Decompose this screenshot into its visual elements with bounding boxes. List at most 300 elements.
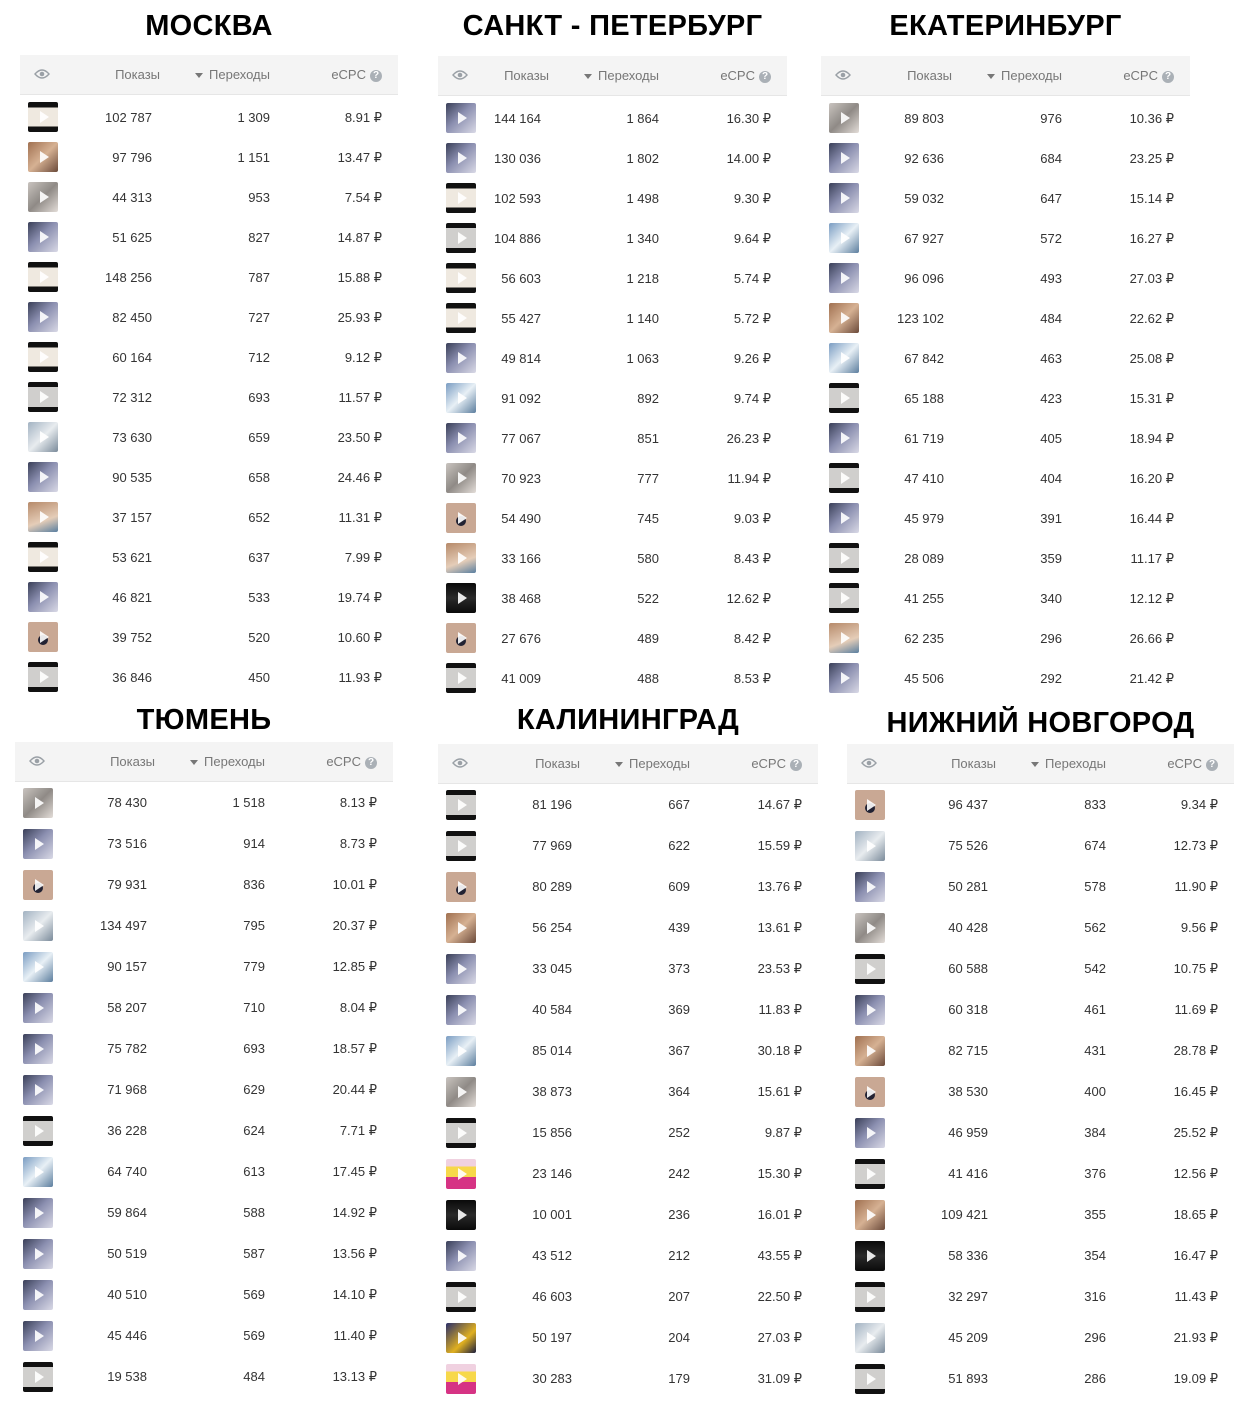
table-header [438,56,787,96]
table-row[interactable] [847,1317,1234,1358]
table-row[interactable] [847,1112,1234,1153]
cell-shows: 89 803 [904,111,944,126]
video-thumbnail-play-icon[interactable] [23,870,53,900]
table-row[interactable] [15,1069,393,1110]
cell-shows: 144 164 [494,111,541,126]
column-header-ecpc[interactable] [751,744,802,784]
table-row[interactable] [438,1194,818,1235]
video-thumbnail-play-icon[interactable] [28,622,58,652]
cell-clicks: 712 [248,350,270,365]
table-row[interactable] [438,616,787,656]
video-thumbnail-play-icon[interactable] [829,423,859,453]
video-thumbnail-play-icon[interactable] [28,262,58,292]
table-row[interactable] [847,825,1234,866]
table-row[interactable] [821,296,1190,336]
column-header-shows[interactable]: Показы [110,754,155,769]
table-row[interactable] [15,864,393,905]
cell-ecpc: 17.45 ₽ [332,1164,377,1179]
table-row[interactable] [20,215,398,255]
sort-desc-icon[interactable] [190,760,198,765]
table-row[interactable] [15,1315,393,1356]
video-thumbnail-play-icon[interactable] [28,662,58,692]
video-thumbnail-play-icon[interactable] [829,183,859,213]
column-header-shows[interactable]: Показы [115,67,160,82]
video-thumbnail-play-icon[interactable] [829,223,859,253]
cell-shows: 55 427 [501,311,541,326]
video-thumbnail-play-icon[interactable] [446,463,476,493]
cell-shows: 148 256 [105,270,152,285]
column-header-ecpc-label: eCPC [720,68,755,83]
table-row[interactable] [438,1112,818,1153]
table-row[interactable] [438,376,787,416]
cell-shows: 130 036 [494,151,541,166]
video-thumbnail-play-icon[interactable] [446,1036,476,1066]
cell-ecpc: 11.31 ₽ [338,510,382,525]
video-thumbnail-play-icon[interactable] [855,1200,885,1230]
table-row[interactable] [847,1030,1234,1071]
cell-clicks: 542 [1084,961,1106,976]
sort-desc-icon[interactable] [584,74,592,79]
stats-table [20,55,398,695]
question-icon[interactable]: ? [365,757,377,769]
table-row[interactable] [847,866,1234,907]
video-thumbnail-play-icon[interactable] [28,382,58,412]
table-row[interactable] [821,536,1190,576]
video-thumbnail-play-icon[interactable] [28,502,58,532]
video-thumbnail-play-icon[interactable] [446,623,476,653]
cell-clicks: 286 [1084,1371,1106,1386]
cell-clicks: 976 [1040,111,1062,126]
video-thumbnail-play-icon[interactable] [446,1077,476,1107]
video-thumbnail-play-icon[interactable] [28,342,58,372]
cell-clicks: 252 [668,1125,690,1140]
question-icon[interactable]: ? [790,759,802,771]
cell-clicks: 204 [668,1330,690,1345]
cell-ecpc: 25.52 ₽ [1173,1125,1218,1140]
table-row[interactable] [438,416,787,456]
cell-ecpc: 14.92 ₽ [332,1205,377,1220]
video-thumbnail-play-icon[interactable] [829,303,859,333]
cell-shows: 40 510 [107,1287,147,1302]
cell-shows: 64 740 [107,1164,147,1179]
table-row[interactable] [15,946,393,987]
table-row[interactable] [438,256,787,296]
cell-shows: 32 297 [948,1289,988,1304]
city-title: ЕКАТЕРИНБУРГ [889,10,1122,42]
video-thumbnail-play-icon[interactable] [23,1198,53,1228]
cell-ecpc: 26.23 ₽ [726,431,771,446]
column-header-shows[interactable]: Показы [504,68,549,83]
cell-shows: 41 416 [948,1166,988,1181]
table-row[interactable] [20,335,398,375]
table-row[interactable] [438,1235,818,1276]
table-row[interactable] [438,784,818,825]
table-row[interactable] [438,1030,818,1071]
video-thumbnail-play-icon[interactable] [829,543,859,573]
table-row[interactable] [847,1153,1234,1194]
table-row[interactable] [438,1153,818,1194]
video-thumbnail-play-icon[interactable] [446,263,476,293]
table-row[interactable] [821,376,1190,416]
table-row[interactable] [438,336,787,376]
video-thumbnail-play-icon[interactable] [446,583,476,613]
video-thumbnail-play-icon[interactable] [446,343,476,373]
video-thumbnail-play-icon[interactable] [446,1323,476,1353]
table-row[interactable] [20,175,398,215]
column-header-ecpc[interactable] [720,56,771,96]
cell-ecpc: 16.27 ₽ [1129,231,1174,246]
eye-icon[interactable] [34,55,50,80]
table-row[interactable] [20,135,398,175]
table-row[interactable] [438,496,787,536]
cell-shows: 60 164 [112,350,152,365]
table-row[interactable] [438,456,787,496]
cell-ecpc: 23.50 ₽ [337,430,382,445]
video-thumbnail-play-icon[interactable] [23,829,53,859]
cell-ecpc: 9.56 ₽ [1180,920,1218,935]
video-thumbnail-play-icon[interactable] [829,623,859,653]
table-row[interactable] [438,989,818,1030]
table-header [20,55,398,95]
video-thumbnail-play-icon[interactable] [446,954,476,984]
video-thumbnail-play-icon[interactable] [829,383,859,413]
video-thumbnail-play-icon[interactable] [855,954,885,984]
video-thumbnail-play-icon[interactable] [446,1118,476,1148]
video-thumbnail-play-icon[interactable] [855,831,885,861]
video-thumbnail-play-icon[interactable] [829,343,859,373]
video-thumbnail-play-icon[interactable] [446,103,476,133]
table-row[interactable] [438,1317,818,1358]
table-row[interactable] [847,948,1234,989]
video-thumbnail-play-icon[interactable] [446,831,476,861]
cell-ecpc: 15.30 ₽ [757,1166,802,1181]
city-panel-tyumen [15,702,393,1402]
cell-ecpc: 26.66 ₽ [1129,631,1174,646]
video-thumbnail-play-icon[interactable] [28,582,58,612]
video-thumbnail-play-icon[interactable] [446,1200,476,1230]
cell-clicks: 340 [1040,591,1062,606]
cell-clicks: 533 [248,590,270,605]
video-thumbnail-play-icon[interactable] [829,263,859,293]
table-row[interactable] [821,336,1190,376]
table-row[interactable] [847,1276,1234,1317]
video-thumbnail-play-icon[interactable] [28,222,58,252]
video-thumbnail-play-icon[interactable] [446,223,476,253]
cell-shows: 27 676 [501,631,541,646]
cell-clicks: 562 [1084,920,1106,935]
video-thumbnail-play-icon[interactable] [23,1116,53,1146]
table-row[interactable] [438,1276,818,1317]
table-row[interactable] [15,823,393,864]
cell-clicks: 376 [1084,1166,1106,1181]
cell-clicks: 578 [1084,879,1106,894]
cell-clicks: 212 [668,1248,690,1263]
video-thumbnail-play-icon[interactable] [855,1364,885,1394]
table-row[interactable] [438,866,818,907]
cell-ecpc: 10.75 ₽ [1173,961,1218,976]
table-row[interactable] [15,1356,393,1397]
cell-ecpc: 11.69 ₽ [1174,1002,1218,1017]
cell-shows: 50 519 [107,1246,147,1261]
table-row[interactable] [821,256,1190,296]
table-row[interactable] [847,784,1234,825]
video-thumbnail-play-icon[interactable] [23,1280,53,1310]
cell-ecpc: 12.73 ₽ [1173,838,1218,853]
table-row[interactable] [438,907,818,948]
table-row[interactable] [15,987,393,1028]
video-thumbnail-play-icon[interactable] [28,462,58,492]
cell-shows: 90 157 [107,959,147,974]
video-thumbnail-play-icon[interactable] [23,1321,53,1351]
table-row[interactable] [20,535,398,575]
video-thumbnail-play-icon[interactable] [829,103,859,133]
table-row[interactable] [821,416,1190,456]
video-thumbnail-play-icon[interactable] [23,1034,53,1064]
table-row[interactable] [821,496,1190,536]
video-thumbnail-play-icon[interactable] [23,788,53,818]
cell-ecpc: 14.00 ₽ [726,151,771,166]
cell-shows: 59 032 [904,191,944,206]
column-header-clicks[interactable] [615,744,690,784]
question-icon[interactable]: ? [759,71,771,83]
cell-shows: 60 588 [948,961,988,976]
table-row[interactable] [15,1192,393,1233]
table-row[interactable] [438,136,787,176]
table-row[interactable] [15,905,393,946]
video-thumbnail-play-icon[interactable] [446,1282,476,1312]
video-thumbnail-play-icon[interactable] [446,1159,476,1189]
table-row[interactable] [438,176,787,216]
column-header-shows[interactable]: Показы [535,756,580,771]
table-row[interactable] [821,136,1190,176]
video-thumbnail-play-icon[interactable] [829,463,859,493]
cell-ecpc: 5.72 ₽ [733,311,771,326]
video-thumbnail-play-icon[interactable] [829,663,859,693]
column-header-clicks[interactable] [190,742,265,782]
table-row[interactable] [20,495,398,535]
video-thumbnail-play-icon[interactable] [855,913,885,943]
cell-clicks: 674 [1084,838,1106,853]
table-row[interactable] [847,1071,1234,1112]
video-thumbnail-play-icon[interactable] [23,952,53,982]
table-row[interactable] [20,255,398,295]
table-row[interactable] [847,989,1234,1030]
table-row[interactable] [821,576,1190,616]
cell-shows: 104 886 [494,231,541,246]
video-thumbnail-play-icon[interactable] [23,1239,53,1269]
column-header-shows[interactable]: Показы [951,756,996,771]
column-header-ecpc[interactable] [326,742,377,782]
video-thumbnail-play-icon[interactable] [855,1241,885,1271]
table-row[interactable] [821,96,1190,136]
video-thumbnail-play-icon[interactable] [829,583,859,613]
column-header-clicks[interactable] [584,56,659,96]
eye-icon[interactable] [29,742,45,767]
cell-shows: 23 146 [532,1166,572,1181]
video-thumbnail-play-icon[interactable] [446,143,476,173]
cell-shows: 70 923 [501,471,541,486]
cell-ecpc: 15.14 ₽ [1129,191,1174,206]
video-thumbnail-play-icon[interactable] [446,872,476,902]
video-thumbnail-play-icon[interactable] [446,663,476,693]
cell-shows: 96 437 [948,797,988,812]
video-thumbnail-play-icon[interactable] [446,183,476,213]
question-icon[interactable]: ? [1206,759,1218,771]
cell-ecpc: 8.43 ₽ [733,551,771,566]
cell-ecpc: 9.87 ₽ [764,1125,802,1140]
question-icon[interactable]: ? [1162,71,1174,83]
column-header-clicks-label: Переходы [209,67,270,82]
video-thumbnail-play-icon[interactable] [446,383,476,413]
column-header-clicks[interactable] [195,55,270,95]
sort-desc-icon[interactable] [1031,762,1039,767]
video-thumbnail-play-icon[interactable] [446,913,476,943]
video-thumbnail-play-icon[interactable] [28,102,58,132]
cell-clicks: 693 [248,390,270,405]
table-row[interactable] [821,616,1190,656]
sort-desc-icon[interactable] [987,74,995,79]
eye-icon[interactable] [835,56,851,81]
column-header-ecpc[interactable] [331,55,382,95]
cell-clicks: 461 [1084,1002,1106,1017]
video-thumbnail-play-icon[interactable] [446,423,476,453]
video-thumbnail-play-icon[interactable] [446,303,476,333]
video-thumbnail-play-icon[interactable] [855,1077,885,1107]
video-thumbnail-play-icon[interactable] [28,542,58,572]
video-thumbnail-play-icon[interactable] [855,995,885,1025]
cell-shows: 41 255 [904,591,944,606]
column-header-ecpc[interactable] [1167,744,1218,784]
video-thumbnail-play-icon[interactable] [23,1075,53,1105]
cell-ecpc: 13.47 ₽ [337,150,382,165]
table-row[interactable] [15,1028,393,1069]
video-thumbnail-play-icon[interactable] [446,503,476,533]
table-row[interactable] [438,656,787,696]
video-thumbnail-play-icon[interactable] [23,911,53,941]
table-row[interactable] [20,95,398,135]
video-thumbnail-play-icon[interactable] [829,143,859,173]
cell-clicks: 777 [637,471,659,486]
table-row[interactable] [438,216,787,256]
eye-icon[interactable] [452,744,468,769]
table-row[interactable] [438,296,787,336]
column-header-clicks[interactable] [987,56,1062,96]
sort-desc-icon[interactable] [615,762,623,767]
table-row[interactable] [821,216,1190,256]
video-thumbnail-play-icon[interactable] [446,1241,476,1271]
column-header-shows[interactable]: Показы [907,68,952,83]
table-row[interactable] [15,1110,393,1151]
video-thumbnail-play-icon[interactable] [446,790,476,820]
table-row[interactable] [438,1071,818,1112]
table-row[interactable] [847,1194,1234,1235]
video-thumbnail-play-icon[interactable] [829,503,859,533]
video-thumbnail-play-icon[interactable] [23,1157,53,1187]
table-row[interactable] [15,1151,393,1192]
table-row[interactable] [20,455,398,495]
column-header-ecpc[interactable] [1123,56,1174,96]
stats-table [15,742,393,1397]
video-thumbnail-play-icon[interactable] [28,182,58,212]
video-thumbnail-play-icon[interactable] [855,872,885,902]
video-thumbnail-play-icon[interactable] [446,995,476,1025]
video-thumbnail-play-icon[interactable] [855,1159,885,1189]
sort-desc-icon[interactable] [195,73,203,78]
table-row[interactable] [15,1233,393,1274]
video-thumbnail-play-icon[interactable] [446,1364,476,1394]
table-row[interactable] [20,375,398,415]
table-row[interactable] [20,295,398,335]
table-row[interactable] [15,782,393,823]
table-row[interactable] [847,1235,1234,1276]
cell-clicks: 693 [243,1041,265,1056]
video-thumbnail-play-icon[interactable] [28,302,58,332]
video-thumbnail-play-icon[interactable] [23,1362,53,1392]
column-header-clicks[interactable] [1031,744,1106,784]
table-row[interactable] [438,825,818,866]
video-thumbnail-play-icon[interactable] [28,142,58,172]
table-row[interactable] [438,1358,818,1399]
cell-ecpc: 12.85 ₽ [332,959,377,974]
question-icon[interactable]: ? [370,70,382,82]
video-thumbnail-play-icon[interactable] [28,422,58,452]
table-row[interactable] [821,176,1190,216]
cell-clicks: 207 [668,1289,690,1304]
video-thumbnail-play-icon[interactable] [446,543,476,573]
table-row[interactable] [20,575,398,615]
cell-ecpc: 25.08 ₽ [1129,351,1174,366]
cell-ecpc: 16.45 ₽ [1173,1084,1218,1099]
cell-shows: 50 197 [532,1330,572,1345]
table-row[interactable] [438,948,818,989]
video-thumbnail-play-icon[interactable] [855,790,885,820]
table-row[interactable] [438,576,787,616]
table-row[interactable] [847,1358,1234,1399]
city-panel-nizhny-novgorod [847,702,1234,1402]
table-row[interactable] [821,656,1190,696]
table-row[interactable] [15,1274,393,1315]
eye-icon[interactable] [452,56,468,81]
cell-clicks: 667 [668,797,690,812]
cell-ecpc: 14.87 ₽ [337,230,382,245]
table-row[interactable] [821,456,1190,496]
cell-clicks: 236 [668,1207,690,1222]
cell-ecpc: 28.78 ₽ [1173,1043,1218,1058]
eye-icon[interactable] [861,744,877,769]
table-row[interactable] [847,907,1234,948]
cell-clicks: 400 [1084,1084,1106,1099]
column-header-clicks-label: Переходы [629,756,690,771]
table-row[interactable] [20,615,398,655]
video-thumbnail-play-icon[interactable] [23,993,53,1023]
cell-ecpc: 5.74 ₽ [733,271,771,286]
table-row[interactable] [20,415,398,455]
cell-ecpc: 11.93 ₽ [338,670,382,685]
cell-clicks: 629 [243,1082,265,1097]
cell-ecpc: 8.73 ₽ [339,836,377,851]
video-thumbnail-play-icon[interactable] [855,1282,885,1312]
video-thumbnail-play-icon[interactable] [855,1036,885,1066]
video-thumbnail-play-icon[interactable] [855,1323,885,1353]
cell-shows: 79 931 [107,877,147,892]
cell-clicks: 624 [243,1123,265,1138]
table-row[interactable] [438,536,787,576]
cell-ecpc: 7.71 ₽ [339,1123,377,1138]
table-row[interactable] [438,96,787,136]
video-thumbnail-play-icon[interactable] [855,1118,885,1148]
cell-clicks: 609 [668,879,690,894]
table-row[interactable] [20,655,398,695]
